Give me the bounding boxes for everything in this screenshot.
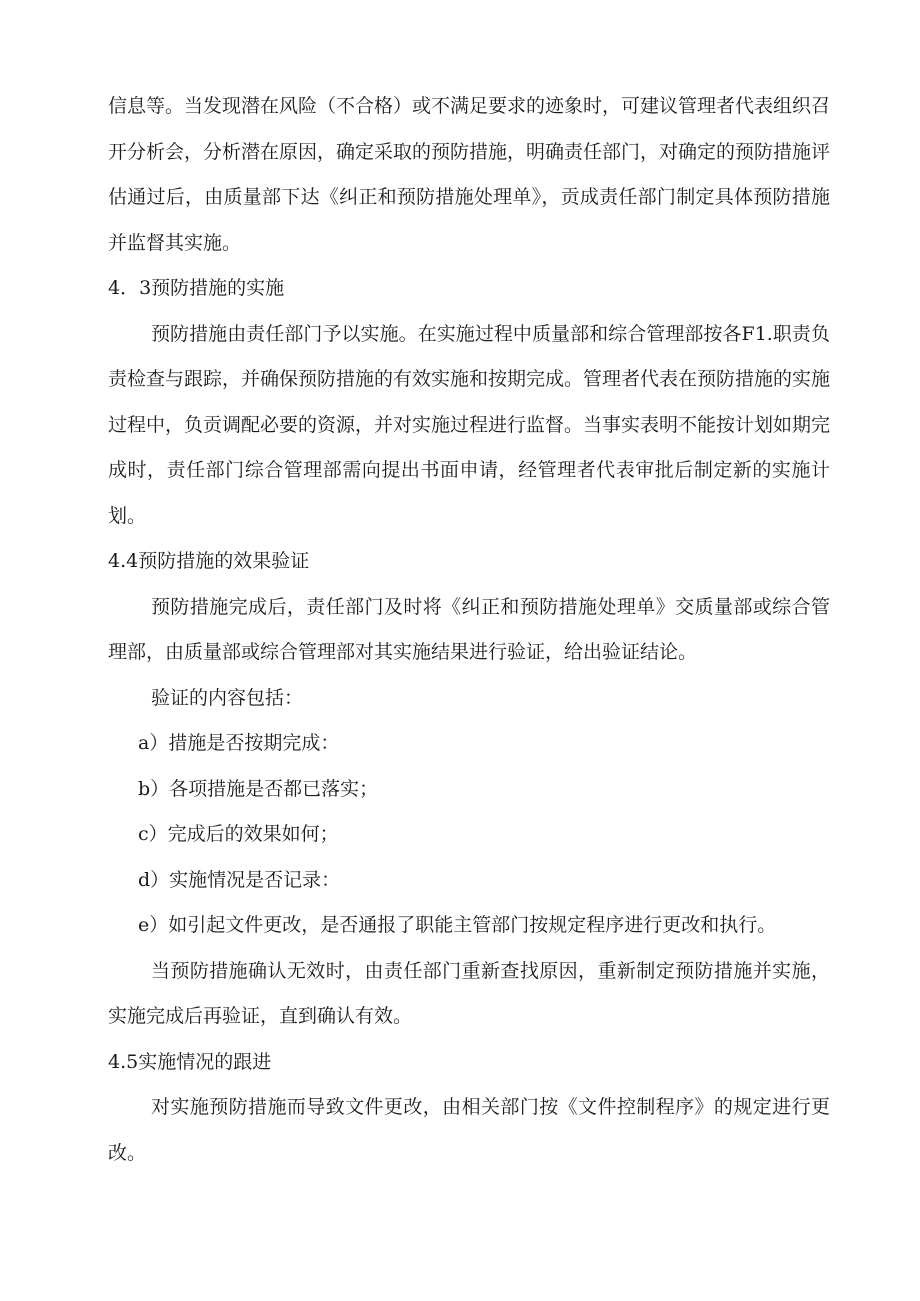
list-item: b）各项措施是否都已落实； [138, 777, 379, 800]
section-heading-4-5: 4.5实施情况的跟进 [108, 1050, 272, 1073]
section-4-5-body: 对实施预防措施而导致文件更改，由相关部门按《文件控制程序》的规定进行更改。 [108, 1096, 830, 1164]
list-item: d）实施情况是否记录： [138, 868, 341, 891]
section-4-3-body: 预防措施由责任部门予以实施。在实施过程中质量部和综合管理部按各F1.职责负责检查与跟踪，并确保预防措施的有效实施和按期完成。管理者代表在预防措施的实施过程中，负贡调配必要的资源，并对实施过程进行监督。当事实表明不能按计划如期完成时，责任部门综合管理部需向提出书面申请，经管理者代表审批后制定新的实施计划。 [108, 322, 831, 527]
list-item: e）如引起文件更改，是否通报了职能主管部门按规定程序进行更改和执行。 [138, 914, 777, 936]
document-page [108, 84, 830, 1176]
verification-intro: 验证的内容包括： [151, 686, 304, 709]
paragraph-continuation: 信息等。当发现潜在风险（不合格）或不满足要求的迹象时，可建议管理者代表组织召开分析会，分析潜在原因，确定采取的预防措施，明确责任部门，对确定的预防措施评估通过后，由质量部下达《纠正和预防措施处理单》，贡成责任部门制定具体预防措施并监督其实施。 [108, 95, 831, 254]
list-item: a）措施是否按期完成： [138, 732, 340, 754]
section-heading-4-3: 4．3预防措施的实施 [108, 277, 285, 299]
section-4-4-closing: 当预防措施确认无效时，由责任部门重新查找原因，重新制定预防措施并实施，实施完成后再验证，直到确认有效。 [108, 959, 830, 1027]
section-4-4-body: 预防措施完成后，责任部门及时将《纠正和预防措施处理单》交质量部或综合管理部，由质量部或综合管理部对其实施结果进行验证，给出验证结论。 [108, 595, 830, 663]
list-item: c）完成后的效果如何； [138, 823, 339, 845]
section-heading-4-4: 4.4预防措施的效果验证 [108, 550, 310, 572]
